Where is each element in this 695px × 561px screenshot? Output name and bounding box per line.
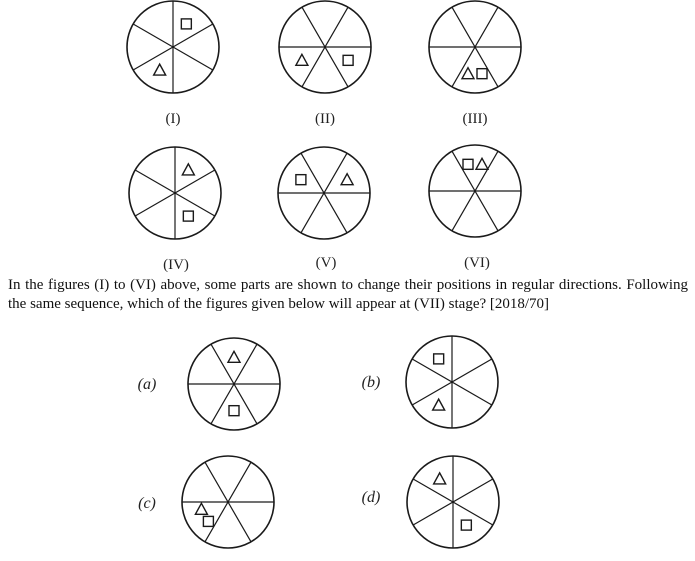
option-c-figure[interactable] (182, 456, 274, 548)
option-c-label[interactable]: (c) (138, 495, 156, 512)
figure-4-label: (IV) (163, 257, 189, 273)
figure-3-label: (III) (462, 111, 488, 127)
triangle-icon (433, 399, 445, 410)
figure-2 (279, 1, 371, 93)
triangle-icon (476, 158, 488, 169)
option-a-label[interactable]: (a) (137, 376, 157, 393)
square-icon (203, 516, 213, 526)
figure-2-label: (II) (315, 111, 335, 127)
option-a-figure[interactable] (188, 338, 280, 430)
triangle-icon (154, 64, 166, 75)
option-d-label[interactable]: (d) (361, 489, 381, 506)
figure-1-label: (I) (165, 111, 181, 127)
triangle-icon (341, 174, 353, 185)
figure-5 (278, 147, 370, 239)
triangle-icon (434, 473, 446, 484)
option-b-label[interactable]: (b) (361, 374, 381, 391)
triangle-icon (182, 164, 194, 175)
figure-5-label: (V) (315, 255, 337, 271)
option-b-figure[interactable] (406, 336, 498, 428)
question-text: In the figures (I) to (VI) above, some parts are shown to change their positions in regular directions. Following the same sequence, which of the figures given below will appear at (VII) stage? [2018/70] (8, 277, 688, 312)
figure-6-label: (VI) (464, 255, 490, 271)
square-icon (181, 19, 191, 29)
square-icon (477, 69, 487, 79)
square-icon (229, 406, 239, 416)
triangle-icon (462, 68, 474, 79)
square-icon (434, 354, 444, 364)
triangle-icon (296, 54, 308, 65)
triangle-icon (228, 351, 240, 362)
figure-3 (429, 1, 521, 93)
square-icon (343, 55, 353, 65)
square-icon (296, 175, 306, 185)
square-icon (463, 159, 473, 169)
figure-4 (129, 147, 221, 239)
square-icon (183, 211, 193, 221)
figure-1 (127, 1, 219, 93)
square-icon (461, 520, 471, 530)
option-d-figure[interactable] (407, 456, 499, 548)
figure-6 (429, 145, 521, 237)
triangle-icon (195, 503, 207, 514)
